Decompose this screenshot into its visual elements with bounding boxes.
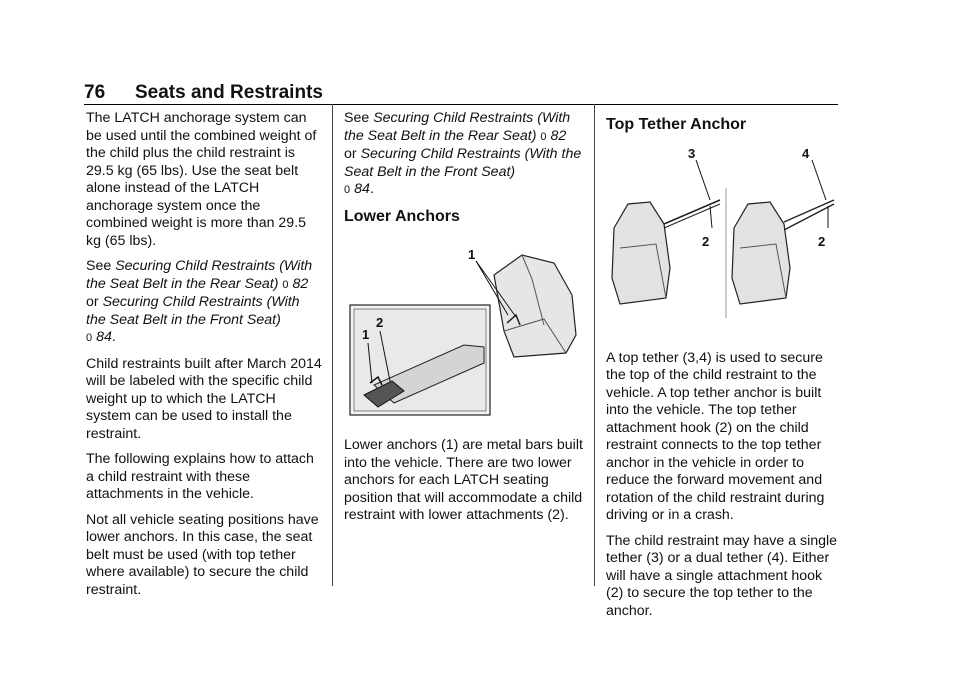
see-also-paragraph: See Securing Child Restraints (With the Seat Belt in the Rear Seat) 0 82 or Securing Child Restraints (With the Seat Belt in the Front Seat) 0 84. — [344, 110, 582, 197]
lower-anchors-drawing — [344, 235, 584, 423]
page-ref[interactable]: 82 — [550, 127, 567, 144]
callout-1-upper: 1 — [468, 247, 476, 262]
page-arrow-icon: 0 — [540, 130, 547, 143]
callout-2-right: 2 — [818, 233, 826, 249]
see-also-paragraph: See Securing Child Restraints (With the Seat Belt in the Rear Seat) 0 82 or Securing Child Restraints (With the Seat Belt in the Front Seat) 0 84. — [86, 258, 313, 345]
top-tether-drawing — [606, 148, 842, 336]
callout-2-left: 2 — [702, 233, 710, 249]
or-label: or — [86, 294, 99, 310]
paragraph: Not all vehicle seating positions have lower anchors. In this case, the seat belt must be used (with top tether where available) to secure the child restraint. — [86, 511, 319, 598]
callout-4: 4 — [802, 147, 810, 161]
see-label: See — [344, 110, 370, 126]
page-ref[interactable]: 84 — [354, 181, 370, 197]
or-label: or — [344, 146, 357, 162]
page-arrow-icon: 0 — [344, 184, 351, 196]
paragraph: Child restraints built after March 2014 will be labeled with the specific child weight up to which the LATCH system can be used to install the restraint. — [86, 355, 322, 442]
lower-anchors-body: Lower anchors (1) are metal bars built into the vehicle. There are two lower anchors for each LATCH seating position that will accommodate a child restraint with lower attachments (2). — [344, 437, 583, 523]
column-3 — [606, 110, 842, 628]
paragraph: The LATCH anchorage system can be used until the combined weight of the child plus the child restraint is 29.5 kg (65 lbs). Use the seat belt alone instead of the LATCH anchorage system once the combined weight is more than 29.5 kg (65 lbs). — [86, 110, 317, 249]
lower-anchors-illustration — [344, 235, 584, 423]
page-arrow-icon: 0 — [282, 278, 289, 291]
top-tether-illustration — [606, 148, 842, 336]
cross-reference-link[interactable]: Securing Child Restraints (With the Seat Belt in the Front Seat) — [344, 146, 582, 180]
page-number: 76 — [84, 82, 106, 103]
column-2 — [344, 110, 584, 533]
page-arrow-icon: 0 — [86, 332, 93, 344]
callout-1-lower: 1 — [362, 327, 370, 342]
lower-anchors-heading: Lower Anchors — [344, 207, 460, 225]
column-divider — [594, 104, 595, 586]
cross-reference-link[interactable]: Securing Child Restraints (With the Seat Belt in the Rear Seat) — [86, 258, 313, 292]
see-label: See — [86, 258, 112, 274]
callout-3: 3 — [688, 147, 696, 161]
section-title: Seats and Restraints — [135, 82, 323, 103]
page-ref[interactable]: 84 — [96, 329, 112, 345]
cross-reference-link[interactable]: Securing Child Restraints (With the Seat Belt in the Rear Seat) — [344, 110, 571, 144]
paragraph: A top tether (3,4) is used to secure the top of the child restraint to the vehicle. A top tether anchor is built into the vehicle. The top tether attachment hook (2) on the child restraint connects to the top tether anchor in the vehicle in order to reduce the forward movement and rotation of the child restraint during driving or in a crash. — [606, 349, 825, 523]
top-tether-heading: Top Tether Anchor — [606, 116, 747, 133]
column-divider — [332, 104, 333, 586]
page-ref[interactable]: 82 — [292, 275, 309, 292]
column-1 — [86, 110, 322, 607]
page-header — [84, 78, 838, 105]
cross-reference-link[interactable]: Securing Child Restraints (With the Seat Belt in the Front Seat) — [86, 294, 300, 328]
paragraph: The child restraint may have a single tether (3) or a dual tether (4). Either will have a single attachment hook (2) to secure the top tether to the anchor. — [606, 532, 838, 619]
callout-2-lower: 2 — [376, 315, 384, 330]
paragraph: The following explains how to attach a child restraint with these attachments in the vehicle. — [86, 451, 314, 502]
